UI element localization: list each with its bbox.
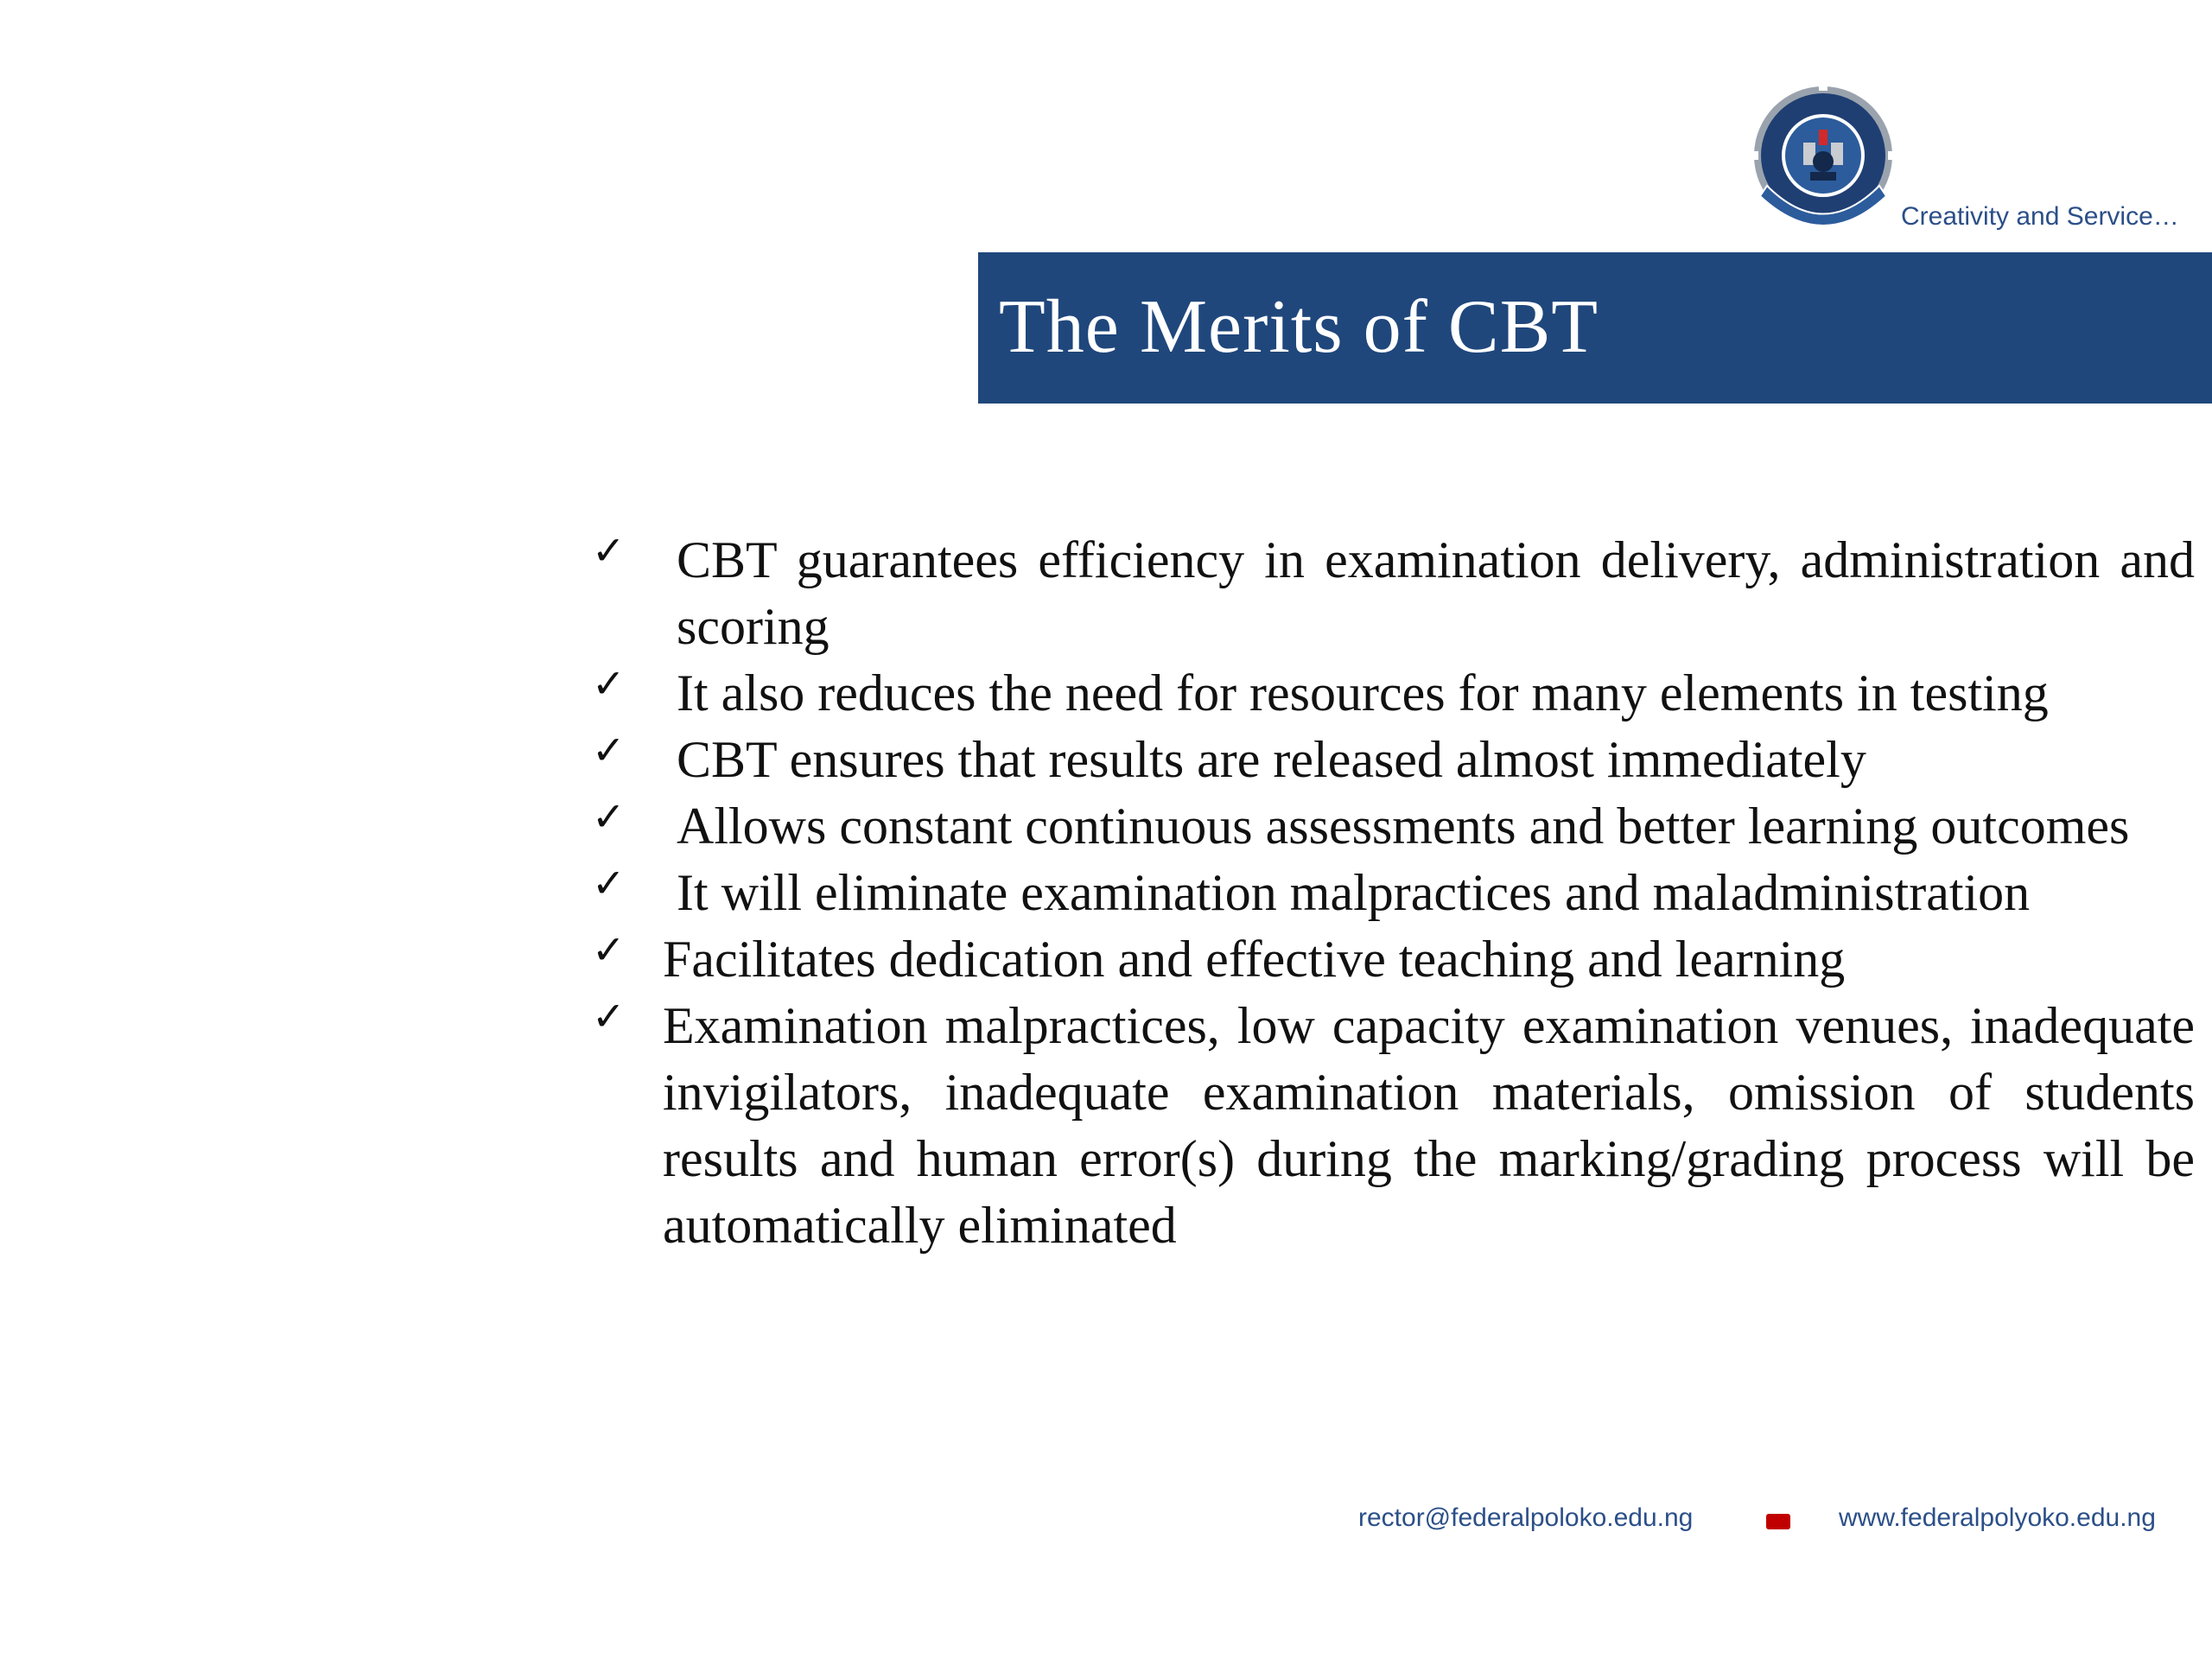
- list-item: [592, 860, 2195, 926]
- footer-separator: [1766, 1514, 1790, 1529]
- checkmark-icon: ✓: [592, 660, 626, 707]
- slide-title: The Merits of CBT: [999, 285, 1599, 369]
- checkmark-icon: ✓: [592, 793, 626, 840]
- checkmark-icon: ✓: [592, 993, 626, 1039]
- checkmark-icon: ✓: [592, 527, 626, 574]
- checkmark-icon: ✓: [592, 860, 626, 906]
- list-item: [592, 660, 2195, 727]
- merits-list: [592, 527, 2195, 1259]
- list-item-text: It also reduces the need for resources for many elements in testing: [677, 664, 2049, 721]
- tagline: Creativity and Service…: [1901, 202, 2179, 231]
- institution-seal-icon: [1750, 82, 1897, 238]
- list-item: [592, 793, 2195, 860]
- institution-logo: [1750, 82, 1897, 238]
- list-item-text: CBT ensures that results are released almost immediately: [677, 731, 1866, 788]
- list-item-text: CBT guarantees efficiency in examination delivery, administration and scoring: [677, 531, 2195, 655]
- footer-email-link[interactable]: rector@federalpoloko.edu.ng: [1358, 1503, 1694, 1532]
- checkmark-icon: ✓: [592, 926, 626, 973]
- title-banner: [978, 252, 2212, 404]
- list-item: [592, 727, 2195, 793]
- footer-website-link[interactable]: www.federalpolyoko.edu.ng: [1839, 1503, 2156, 1532]
- list-item-text: Allows constant continuous assessments and better learning outcomes: [677, 798, 2130, 855]
- list-item: [592, 926, 2195, 993]
- list-item-text: Examination malpractices, low capacity examination venues, inadequate invigilators, inadequate examination materials, omission of students results and human error(s) during the marking/grading process will be automatically eliminated: [663, 997, 2195, 1254]
- list-item-text: It will eliminate examination malpractices and maladministration: [677, 864, 2031, 921]
- list-item-text: Facilitates dedication and effective teaching and learning: [663, 931, 1846, 988]
- list-item: [592, 993, 2195, 1259]
- list-item: [592, 527, 2195, 660]
- checkmark-icon: ✓: [592, 727, 626, 773]
